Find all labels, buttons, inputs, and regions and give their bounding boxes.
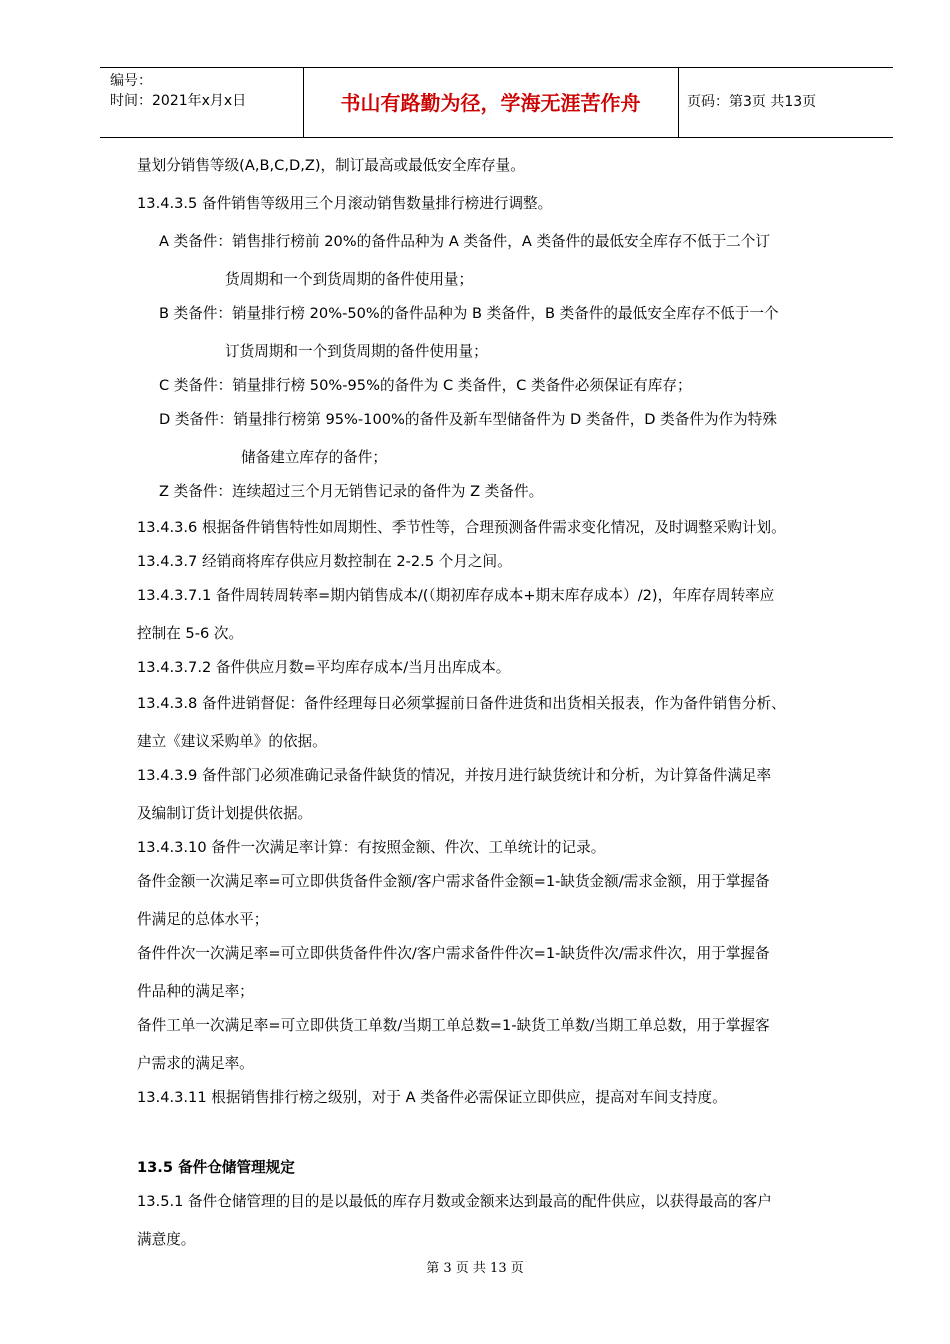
body-line: D 类备件：销量排行榜第 95%-100%的备件及新车型储备件为 D 类备件，D 类备件为作为特殊 xyxy=(159,411,777,428)
header-number-label: 编号： xyxy=(110,73,152,89)
body-line: 13.4.3.5 备件销售等级用三个月滚动销售数量排行榜进行调整。 xyxy=(137,195,553,212)
header-page-number: 页码：第3页 共13页 xyxy=(687,94,817,110)
body-line: 及编制订货计划提供依据。 xyxy=(137,805,313,822)
body-line: C 类备件：销量排行榜 50%-95%的备件为 C 类备件，C 类备件必须保证有库存； xyxy=(159,377,692,394)
page-header xyxy=(100,67,893,138)
body-line: 储备建立库存的备件； xyxy=(241,449,387,466)
body-line: 户需求的满足率。 xyxy=(137,1055,254,1072)
body-line: 13.4.3.8 备件进销督促：备件经理每日必须掌握前日备件进货和出货相关报表，作为备件销售分析、 xyxy=(137,695,786,712)
header-page-cell xyxy=(679,68,893,137)
body-line: 13.4.3.6 根据备件销售特性如周期性、季节性等，合理预测备件需求变化情况，及时调整采购计划。 xyxy=(137,519,786,536)
body-line: 13.4.3.7.2 备件供应月数=平均库存成本/当月出库成本。 xyxy=(137,659,511,676)
header-info-cell xyxy=(100,68,304,137)
body-line: 满意度。 xyxy=(137,1231,196,1248)
body-line: 控制在 5-6 次。 xyxy=(137,625,244,642)
body-line: 量划分销售等级(A,B,C,D,Z)，制订最高或最低安全库存量。 xyxy=(137,157,525,174)
body-line: 建立《建议采购单》的依据。 xyxy=(137,733,327,750)
header-motto-cell xyxy=(303,68,679,137)
body-line: 13.4.3.7 经销商将库存供应月数控制在 2-2.5 个月之间。 xyxy=(137,553,512,570)
body-line: 备件工单一次满足率=可立即供货工单数/当期工单总数=1-缺货工单数/当期工单总数，用于掌握客 xyxy=(137,1017,770,1034)
body-line: B 类备件：销量排行榜 20%-50%的备件品种为 B 类备件，B 类备件的最低安全库存不低于一个 xyxy=(159,305,779,322)
body-line: A 类备件：销售排行榜前 20%的备件品种为 A 类备件，A 类备件的最低安全库存不低于二个订 xyxy=(159,233,770,250)
body-line: 备件件次一次满足率=可立即供货备件件次/客户需求备件件次=1-缺货件次/需求件次，用于掌握备 xyxy=(137,945,770,962)
body-line: 货周期和一个到货周期的备件使用量； xyxy=(225,271,474,288)
body-line: 13.4.3.11 根据销售排行榜之级别，对于 A 类备件必需保证立即供应，提高对车间支持度。 xyxy=(137,1089,727,1106)
body-line: 备件金额一次满足率=可立即供货备件金额/客户需求备件金额=1-缺货金额/需求金额，用于掌握备 xyxy=(137,873,770,890)
body-line: 订货周期和一个到货周期的备件使用量； xyxy=(225,343,488,360)
body-line: 13.4.3.7.1 备件周转周转率=期内销售成本/(（期初库存成本+期末库存成本）/2)，年库存周转率应 xyxy=(137,587,775,604)
body-line: 13.4.3.10 备件一次满足率计算：有按照金额、件次、工单统计的记录。 xyxy=(137,839,606,856)
body-line: 件满足的总体水平； xyxy=(137,911,269,928)
body-line: Z 类备件：连续超过三个月无销售记录的备件为 Z 类备件。 xyxy=(159,483,544,500)
page-footer: 第 3 页 共 13 页 xyxy=(426,1261,524,1276)
header-time-label: 时间：2021年x月x日 xyxy=(110,93,247,109)
body-line: 件品种的满足率； xyxy=(137,983,254,1000)
body-line: 13.5.1 备件仓储管理的目的是以最低的库存月数或金额来达到最高的配件供应，以获得最高的客户 xyxy=(137,1193,772,1210)
section-heading: 13.5 备件仓储管理规定 xyxy=(137,1159,295,1176)
body-line: 13.4.3.9 备件部门必须准确记录备件缺货的情况，并按月进行缺货统计和分析，为计算备件满足率 xyxy=(137,767,772,784)
header-motto: 书山有路勤为径，学海无涯苦作舟 xyxy=(340,91,641,115)
